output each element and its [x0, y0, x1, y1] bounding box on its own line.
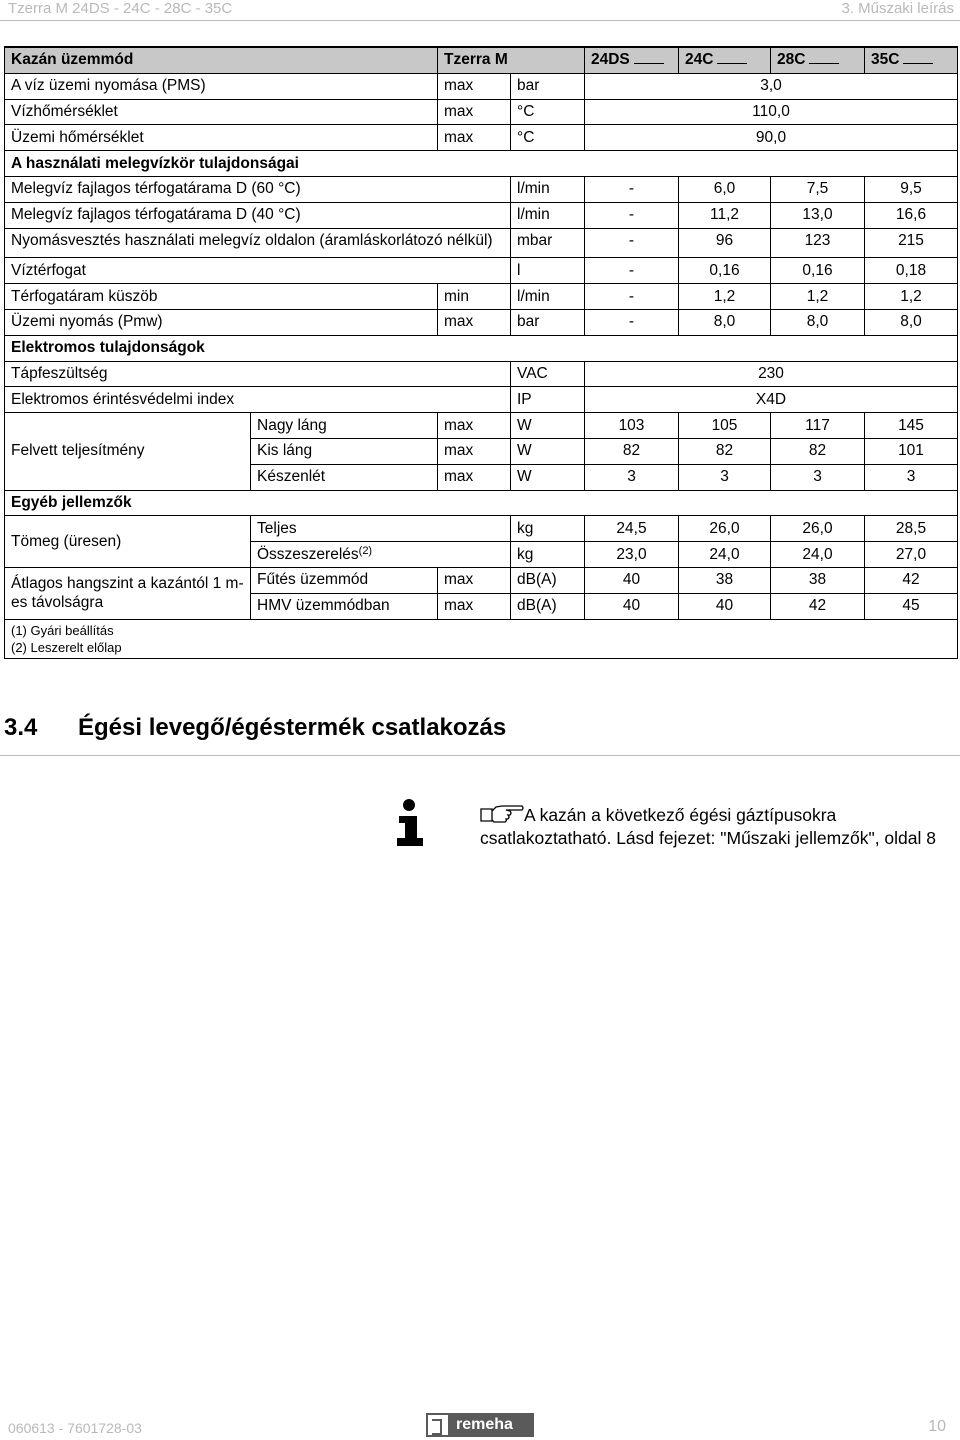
- row-unit: bar: [511, 73, 585, 99]
- row-value: 8,0: [771, 309, 865, 335]
- row-value: 3,0: [585, 73, 958, 99]
- table-row: [5, 228, 958, 258]
- table-row: [5, 99, 958, 125]
- row-value: 40: [679, 593, 771, 619]
- row-limit: max: [438, 593, 511, 619]
- row-limit: max: [438, 125, 511, 151]
- row-value: 26,0: [771, 516, 865, 542]
- brand-name: remeha: [456, 1416, 513, 1433]
- row-value: 42: [771, 593, 865, 619]
- section-heading: [4, 714, 506, 742]
- row-value: 0,18: [865, 258, 958, 284]
- row-value: 13,0: [771, 202, 865, 228]
- row-limit: max: [438, 438, 511, 464]
- row-label: Tápfeszültség: [5, 361, 511, 387]
- row-label: Térfogatáram küszöb: [5, 284, 438, 310]
- row-unit: bar: [511, 309, 585, 335]
- row-value: 123: [771, 228, 865, 258]
- section-row: [5, 151, 958, 177]
- row-sublabel: Készenlét: [251, 464, 438, 490]
- row-unit: l/min: [511, 284, 585, 310]
- table-row: [5, 309, 958, 335]
- row-value: 11,2: [679, 202, 771, 228]
- row-value: 42: [865, 567, 958, 593]
- table-row: [5, 125, 958, 151]
- header-title: Tzerra M 24DS - 24C - 28C - 35C: [8, 0, 233, 17]
- row-label: Átlagos hangszint a kazántól 1 m-es távolságra: [5, 567, 251, 619]
- row-unit: l: [511, 258, 585, 284]
- row-sublabel: HMV üzemmódban: [251, 593, 438, 619]
- table-header-row: [5, 47, 958, 73]
- header-model-35c: 35C: [865, 47, 958, 73]
- row-label: Melegvíz fajlagos térfogatárama D (60 °C): [5, 176, 511, 202]
- row-value: 24,5: [585, 516, 679, 542]
- row-label: Elektromos érintésvédelmi index: [5, 387, 511, 413]
- row-sublabel: Kis láng: [251, 438, 438, 464]
- row-limit: max: [438, 567, 511, 593]
- row-value: 45: [865, 593, 958, 619]
- footnote: (2) Leszerelt előlap: [11, 639, 122, 655]
- row-unit: l/min: [511, 202, 585, 228]
- row-label: Felvett teljesítmény: [5, 413, 251, 490]
- row-unit: kg: [511, 542, 585, 568]
- row-value: -: [585, 258, 679, 284]
- row-unit: W: [511, 438, 585, 464]
- row-value: 24,0: [679, 542, 771, 568]
- row-value: 27,0: [865, 542, 958, 568]
- row-value: 38: [679, 567, 771, 593]
- row-value: 6,0: [679, 176, 771, 202]
- table-row: [5, 413, 958, 439]
- row-value: 82: [585, 438, 679, 464]
- section-number: 3.4: [4, 714, 38, 741]
- page-number: 10: [928, 1418, 946, 1435]
- row-unit: kg: [511, 516, 585, 542]
- table-row: [5, 176, 958, 202]
- row-value: 1,2: [865, 284, 958, 310]
- table-row: [5, 516, 958, 542]
- table-row: [5, 73, 958, 99]
- table-row: [5, 284, 958, 310]
- table-row: [5, 202, 958, 228]
- row-limit: max: [438, 464, 511, 490]
- row-unit: °C: [511, 125, 585, 151]
- section-title: Égési levegő/égéstermék csatlakozás: [78, 714, 507, 741]
- remeha-logo: [426, 1413, 534, 1437]
- table-row: [5, 387, 958, 413]
- row-value: 7,5: [771, 176, 865, 202]
- section-label: Egyéb jellemzők: [5, 490, 958, 516]
- info-icon: [395, 798, 425, 846]
- row-unit: °C: [511, 99, 585, 125]
- row-value: -: [585, 228, 679, 258]
- pointing-hand-icon: [480, 803, 524, 823]
- row-sublabel: Teljes: [251, 516, 511, 542]
- row-value: 145: [865, 413, 958, 439]
- row-limit: max: [438, 99, 511, 125]
- row-unit: mbar: [511, 228, 585, 258]
- section-label: A használati melegvízkör tulajdonságai: [5, 151, 958, 177]
- section-label: Elektromos tulajdonságok: [5, 335, 958, 361]
- row-value: 82: [679, 438, 771, 464]
- header-divider: [0, 20, 960, 21]
- row-value: 9,5: [865, 176, 958, 202]
- row-value: -: [585, 309, 679, 335]
- row-limit: max: [438, 413, 511, 439]
- row-label: Tömeg (üresen): [5, 516, 251, 568]
- row-unit: W: [511, 413, 585, 439]
- row-value: 28,5: [865, 516, 958, 542]
- row-sublabel: Fűtés üzemmód: [251, 567, 438, 593]
- row-label: Üzemi nyomás (Pmw): [5, 309, 438, 335]
- header-model-24ds: 24DS: [585, 47, 679, 73]
- note-block: [480, 803, 958, 850]
- header-model-28c: 28C: [771, 47, 865, 73]
- row-value: 40: [585, 567, 679, 593]
- row-value: 1,2: [771, 284, 865, 310]
- table-row: [5, 567, 958, 593]
- footer-document-number: 060613 - 7601728-03: [8, 1420, 142, 1436]
- row-value: 8,0: [865, 309, 958, 335]
- row-unit: VAC: [511, 361, 585, 387]
- row-value: 1,2: [679, 284, 771, 310]
- row-value: -: [585, 176, 679, 202]
- footnotes-row: [5, 619, 958, 658]
- section-row: [5, 335, 958, 361]
- row-value: 24,0: [771, 542, 865, 568]
- row-value: 96: [679, 228, 771, 258]
- row-value: -: [585, 202, 679, 228]
- row-value: 82: [771, 438, 865, 464]
- row-label: Vízhőmérséklet: [5, 99, 438, 125]
- row-value: 16,6: [865, 202, 958, 228]
- row-value: X4D: [585, 387, 958, 413]
- row-value: 230: [585, 361, 958, 387]
- row-value: 101: [865, 438, 958, 464]
- row-value: 117: [771, 413, 865, 439]
- table-row: [5, 258, 958, 284]
- row-label: Melegvíz fajlagos térfogatárama D (40 °C): [5, 202, 511, 228]
- row-value: 105: [679, 413, 771, 439]
- row-value: 40: [585, 593, 679, 619]
- table-row: [5, 361, 958, 387]
- row-value: 23,0: [585, 542, 679, 568]
- row-label: Nyomásvesztés használati melegvíz oldalon (áramláskorlátozó nélkül): [5, 228, 511, 258]
- row-value: 38: [771, 567, 865, 593]
- section-row: [5, 490, 958, 516]
- specifications-table: [4, 46, 958, 659]
- row-value: 215: [865, 228, 958, 258]
- note-text: A kazán a következő égési gáztípusokra csatlakoztatható. Lásd fejezet: "Műszaki jellemzők", oldal 8: [480, 805, 936, 848]
- row-label: Üzemi hőmérséklet: [5, 125, 438, 151]
- header-label: Kazán üzemmód: [5, 47, 438, 73]
- section-divider: [0, 755, 960, 756]
- row-limit: min: [438, 284, 511, 310]
- footnote: (1) Gyári beállítás: [11, 622, 114, 638]
- row-value: 3: [771, 464, 865, 490]
- header-model-24c: 24C: [679, 47, 771, 73]
- row-sublabel: Összeszerelés$^{(2)}$: [251, 542, 511, 568]
- row-value: 0,16: [679, 258, 771, 284]
- footnotes: [5, 619, 958, 658]
- remeha-logo-mark: [426, 1413, 450, 1437]
- row-unit: l/min: [511, 176, 585, 202]
- row-unit: dB(A): [511, 567, 585, 593]
- row-value: 3: [585, 464, 679, 490]
- header-brand: Tzerra M: [438, 47, 585, 73]
- row-value: -: [585, 284, 679, 310]
- row-value: 103: [585, 413, 679, 439]
- row-value: 3: [679, 464, 771, 490]
- row-value: 90,0: [585, 125, 958, 151]
- row-unit: dB(A): [511, 593, 585, 619]
- header-chapter: 3. Műszaki leírás: [841, 0, 954, 17]
- row-value: 0,16: [771, 258, 865, 284]
- row-value: 110,0: [585, 99, 958, 125]
- row-limit: max: [438, 73, 511, 99]
- row-sublabel: Nagy láng: [251, 413, 438, 439]
- row-limit: max: [438, 309, 511, 335]
- footnote-ref: (2): [358, 545, 373, 558]
- row-unit: W: [511, 464, 585, 490]
- row-value: 8,0: [679, 309, 771, 335]
- row-value: 26,0: [679, 516, 771, 542]
- row-value: 3: [865, 464, 958, 490]
- row-label: A víz üzemi nyomása (PMS): [5, 73, 438, 99]
- row-label: Víztérfogat: [5, 258, 511, 284]
- row-unit: IP: [511, 387, 585, 413]
